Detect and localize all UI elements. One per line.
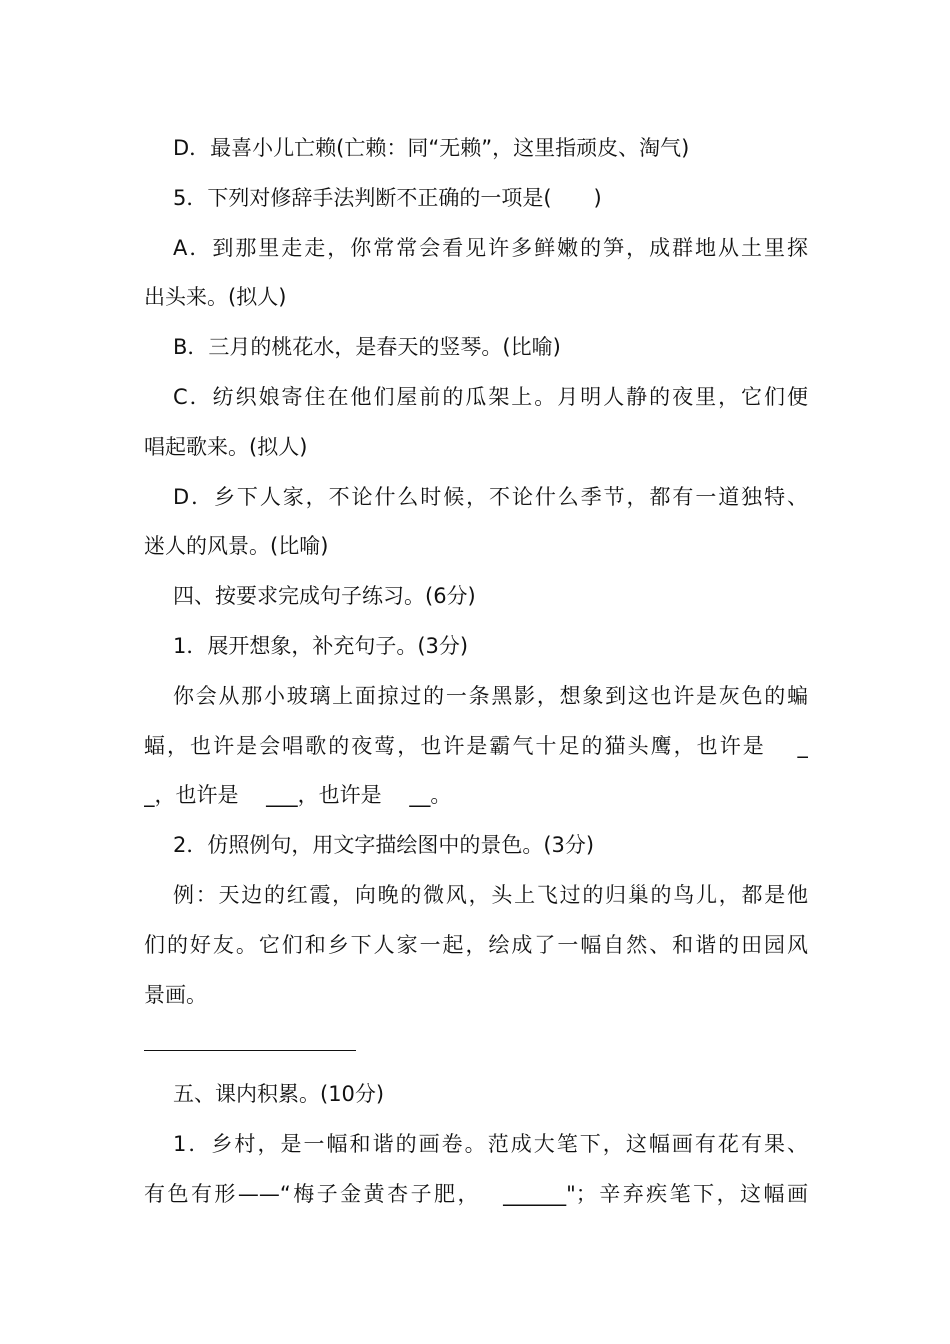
section-5-heading: 五、课内积累。(10分) (173, 1082, 385, 1107)
option-d2-line-1: D．乡下人家，不论什么时候，不论什么季节，都有一道独特、 (173, 484, 808, 509)
answer-underline (144, 1050, 356, 1051)
imagination-line-3: _，也许是 ___，也许是 __。 (144, 783, 452, 808)
option-a-line-1: A．到那里走走，你常常会看见许多鲜嫩的笋，成群地从土里探 (173, 235, 808, 260)
question-4-1: 1．展开想象，补充句子。(3分) (173, 633, 469, 658)
question-5-1-line-1: 1．乡村，是一幅和谐的画卷。范成大笔下，这幅画有花有果、 (173, 1131, 808, 1156)
example-line-2: 们的好友。它们和乡下人家一起，绘成了一幅自然、和谐的田园风 (144, 932, 808, 957)
option-a-line-2: 出头来。(拟人) (144, 285, 287, 310)
option-b-line: B．三月的桃花水，是春天的竖琴。(比喻) (173, 335, 561, 360)
option-d-line: D．最喜小儿亡赖(亡赖：同“无赖”，这里指顽皮、淘气) (173, 136, 690, 160)
question-4-2: 2．仿照例句，用文字描绘图中的景色。(3分) (173, 833, 595, 858)
option-c-line-1: C．纺织娘寄住在他们屋前的瓜架上。月明人静的夜里，它们便 (173, 384, 808, 409)
example-line-1: 例：天边的红霞，向晚的微风，头上飞过的归巢的鸟儿，都是他 (173, 882, 808, 907)
imagination-line-2: 蝠，也许是会唱歌的夜莺，也许是霸气十足的猫头鹰，也许是 _ (144, 733, 808, 758)
question-5: 5．下列对修辞手法判断不正确的一项是( ) (173, 185, 602, 210)
document-page (144, 124, 808, 1220)
section-4-heading: 四、按要求完成句子练习。(6分) (173, 584, 476, 609)
example-line-3: 景画。 (144, 982, 207, 1007)
question-5-1-line-2: 有色有形——“梅子金黄杏子肥， ______"；辛弃疾笔下，这幅画 (144, 1181, 808, 1206)
imagination-line-1: 你会从那小玻璃上面掠过的一条黑影，想象到这也许是灰色的蝙 (173, 683, 808, 708)
option-d2-line-2: 迷人的风景。(比喻) (144, 534, 329, 559)
answer-blank (144, 1020, 808, 1070)
option-c-line-2: 唱起歌来。(拟人) (144, 434, 308, 459)
